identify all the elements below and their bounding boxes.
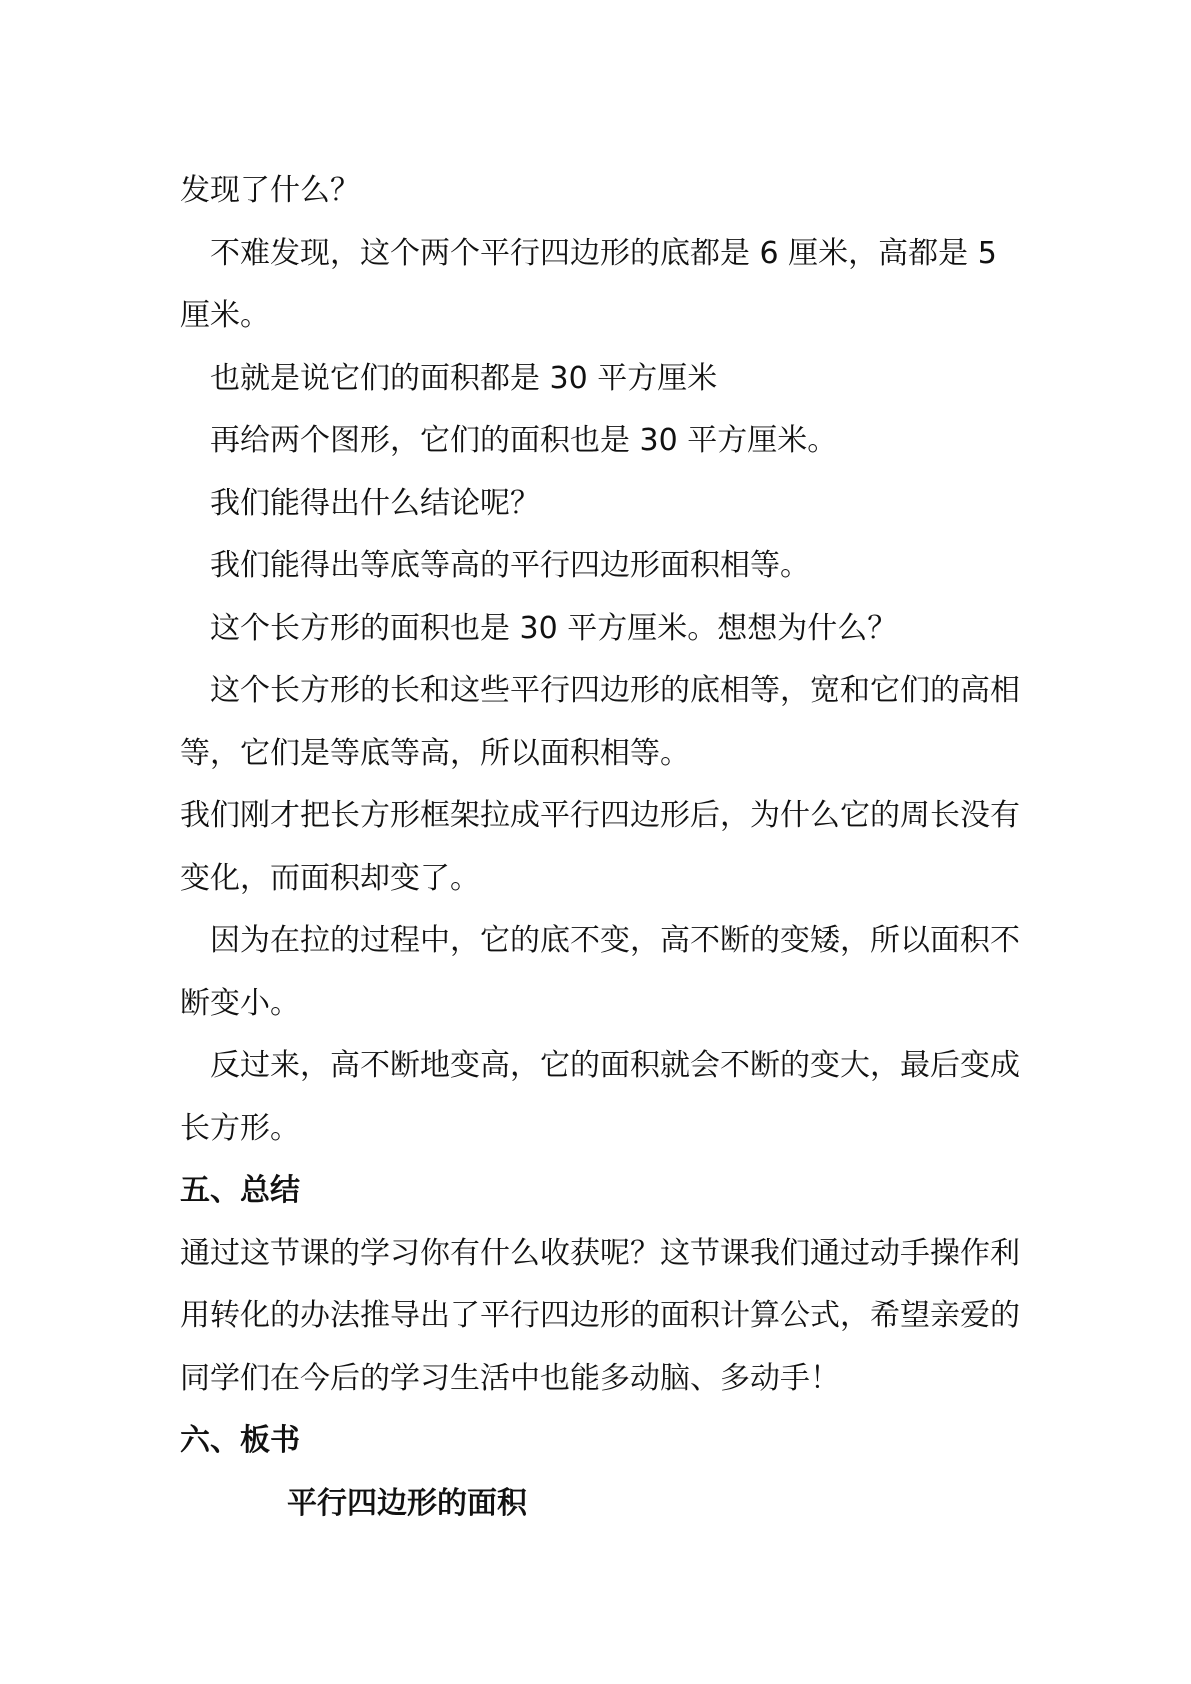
paragraph-conclusion: 我们能得出等底等高的平行四边形面积相等。 (210, 548, 810, 583)
document-body (180, 160, 1020, 1535)
paragraph-conclusion-question: 我们能得出什么结论呢？ (210, 485, 540, 521)
blackboard-title: 平行四边形的面积 (287, 1485, 527, 1521)
paragraph-discovery: 不难发现，这个两个平行四边形的底都是 6 厘米，高都是 5 厘米。 (180, 235, 997, 333)
paragraph-area-30: 也就是说它们的面积都是 30 平方厘米 (210, 360, 718, 396)
paragraph-intro-question: 发现了什么？ (180, 173, 360, 208)
paragraph-rectangle-explanation: 这个长方形的长和这些平行四边形的底相等，宽和它们的高相等，它们是等底等高，所以面积相等。 (180, 673, 1020, 771)
paragraph-rectangle-area: 这个长方形的面积也是 30 平方厘米。想想为什么？ (210, 610, 898, 646)
paragraph-reverse-explanation: 反过来，高不断地变高，它的面积就会不断的变大，最后变成长方形。 (180, 1048, 1020, 1146)
paragraph-pulling-explanation: 因为在拉的过程中，它的底不变，高不断的变矮，所以面积不断变小。 (180, 923, 1020, 1021)
paragraph-frame-question: 我们刚才把长方形框架拉成平行四边形后，为什么它的周长没有变化，而面积却变了。 (180, 798, 1020, 896)
section-heading-blackboard: 六、板书 (180, 1423, 300, 1458)
paragraph-two-more-shapes: 再给两个图形，它们的面积也是 30 平方厘米。 (210, 423, 838, 458)
paragraph-summary: 通过这节课的学习你有什么收获呢？这节课我们通过动手操作利用转化的办法推导出了平行四边形的面积计算公式，希望亲爱的同学们在今后的学习生活中也能多动脑、多动手！ (180, 1235, 1020, 1396)
section-heading-summary: 五、总结 (180, 1173, 300, 1208)
